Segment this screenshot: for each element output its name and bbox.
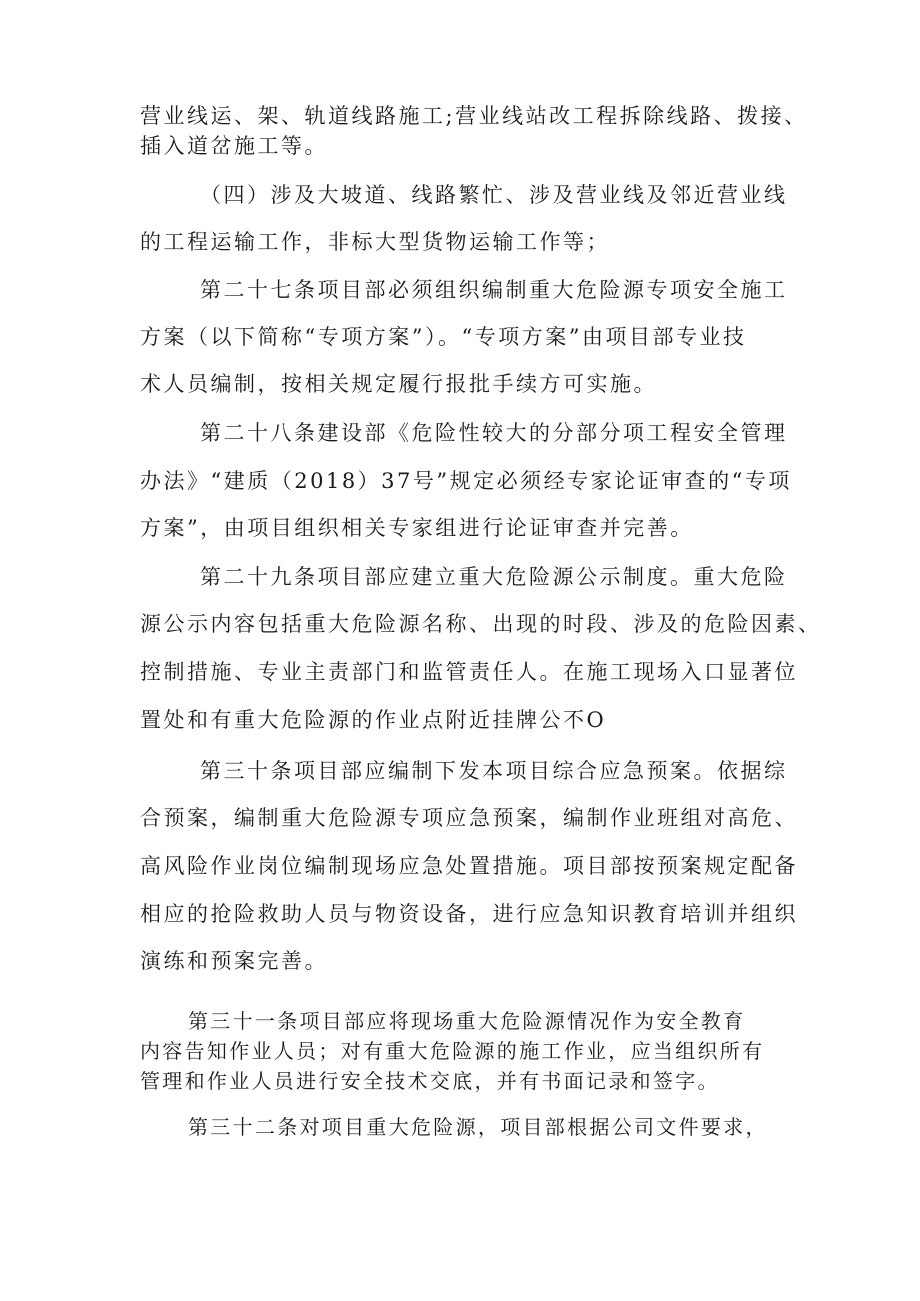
text-line: 管理和作业人员进行安全技术交底，并有书面记录和签字。 [140, 1069, 720, 1093]
text-line: 高风险作业岗位编制现场应急处置措施。项目部按预案规定配备 [140, 854, 798, 878]
text-line: 方案”，由项目组织相关专家组进行论证审查并完善。 [140, 516, 694, 540]
text-line: 术人员编制，按相关规定履行报批手续方可实施。 [140, 372, 657, 396]
text-line: 内容告知作业人员；对有重大危险源的施工作业，应当组织所有 [140, 1039, 765, 1063]
text-line: 营业线运、架、轨道线路施工;营业线站改工程拆除线路、拨接、 [140, 104, 808, 128]
text-line: 第二十九条项目部应建立重大危险源公示制度。重大危险 [200, 565, 788, 589]
text-line: 第三十二条对项目重大危险源，项目部根据公司文件要求， [188, 1115, 768, 1139]
text-line: （四）涉及大坡道、线路繁忙、涉及营业线及邻近营业线 [200, 183, 788, 207]
text-line: 办法》“建质（2018）37号”规定必须经专家论证审查的“专项 [140, 469, 792, 493]
text-line: 源公示内容包括重大危险源名称、出现的时段、涉及的危险因素、 [140, 612, 822, 636]
text-line: 演练和预案完善。 [140, 949, 328, 973]
text-line: 控制措施、专业主责部门和监管责任人。在施工现场入口显著位 [140, 660, 798, 684]
text-line: 方案（以下简称“专项方案”）。“专项方案”由项目部专业技 [140, 325, 747, 349]
text-line: 置处和有重大危险源的作业点附近挂牌公不O [140, 708, 607, 732]
text-line: 合预案，编制重大危险源专项应急预案，编制作业班组对高危、 [140, 806, 798, 830]
text-line: 第二十八条建设部《危险性较大的分部分项工程安全管理 [200, 421, 788, 445]
text-line: 插入道岔施工等。 [140, 134, 328, 158]
text-line: 第三十一条项目部应将现场重大危险源情况作为安全教育 [188, 1009, 746, 1033]
text-line: 第三十条项目部应编制下发本项目综合应急预案。依据综 [200, 759, 788, 783]
text-line: 的工程运输工作，非标大型货物运输工作等； [140, 230, 610, 254]
text-line: 第二十七条项目部必须组织编制重大危险源专项安全施工 [200, 278, 788, 302]
text-line: 相应的抢险救助人员与物资设备，进行应急知识教育培训并组织 [140, 902, 798, 926]
